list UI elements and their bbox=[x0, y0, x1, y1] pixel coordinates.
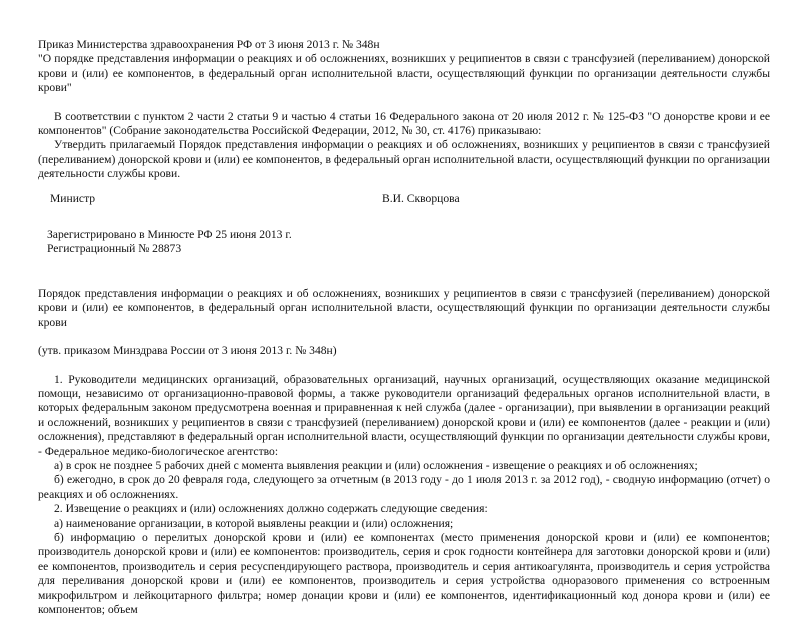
order-header-subtitle: "О порядке представления информации о реакциях и об осложнениях, возникших у реципиентов в связи с трансфузией (переливанием) донорской крови и (или) ее компонентов, в федеральный орган исполнительной власти, осуществляющий функции по организации деятельности службы крови" bbox=[38, 52, 770, 95]
clause-2: 2. Извещение о реакциях и (или) осложнениях должно содержать следующие сведения: bbox=[54, 502, 488, 516]
document-page bbox=[38, 38, 770, 617]
procedure-title: Порядок представления информации о реакциях и об осложнениях, возникших у реципиентов в связи с трансфузией (переливанием) донорской крови и (или) ее компонентов, в федеральный орган исполнительной власти, осуществляющий функции по организации деятельности службы крови bbox=[38, 286, 770, 329]
clause-2a: а) наименование организации, в которой выявлены реакции и (или) осложнения; bbox=[54, 516, 454, 530]
clause-1a: а) в срок не позднее 5 рабочих дней с момента выявления реакции и (или) осложнения - извещение о реакциях и об осложнениях; bbox=[54, 458, 698, 472]
registration-line-2: Регистрационный № 28873 bbox=[47, 242, 182, 256]
clause-2b: б) информацию о перелитых донорской крови и (или) ее компонентах (место применения донорской крови и (или) ее компонентов; производитель донорской крови и (или) ее компонентов: производитель, серия и срок годности контейнера для заготовки донорской крови и (или) ее компонентов, производитель и серия ресуспендирующего раствора, производитель и серия антикоагулянта, производитель и серия устройства для переливания донорской крови и (или) ее компонентов, производитель и серия устройства одноразового применения со встроенным микрофильтром и лейкоцитарного фильтра; номер донации крови и (или) ее компонентов, идентификационный код донора крови и (или) ее компонентов; объем bbox=[38, 530, 770, 616]
approved-by-note: (утв. приказом Минздрава России от 3 июня 2013 г. № 348н) bbox=[38, 344, 337, 358]
registration-block bbox=[38, 228, 770, 257]
clause-1: 1. Руководители медицинских организаций, образовательных организаций, научных организаций, осуществляющих оказание медицинской помощи, независимо от организационно-правовой формы, а также руководители организаций федеральных органов исполнительной власти, в которых федеральным законом предусмотрена военная и приравненная к ней служба (далее - организации), при выявлении в организации реакций и осложнений, возникших у реципиентов в связи с трансфузией (переливанием) донорской крови и (или) ее компонентов (далее - реакции и (или) осложнения), представляют в федеральный орган исполнительной власти, осуществляющий функции по организации деятельности службы крови, - Федеральное медико-биологическое агентство: bbox=[38, 372, 770, 458]
signature-block bbox=[38, 192, 770, 206]
clause-1b: б) ежегодно, в срок до 20 февраля года, следующего за отчетным (в 2013 году - до 1 июля 2013 г. за 2012 год), - сводную информацию (отчет) о реакциях и об осложнениях. bbox=[38, 473, 770, 501]
order-header-title: Приказ Министерства здравоохранения РФ от 3 июня 2013 г. № 348н bbox=[38, 38, 380, 51]
signature-name: В.И. Скворцова bbox=[382, 191, 460, 205]
preamble-basis: В соответствии с пунктом 2 части 2 статьи 9 и частью 4 статьи 16 Федерального закона от 20 июля 2012 г. № 125-ФЗ "О донорстве крови и ее компонентов" (Собрание законодательства Российской Федерации, 2012, № 30, ст. 4176) приказываю: bbox=[38, 109, 770, 138]
signature-position: Министр bbox=[50, 191, 96, 205]
preamble-approve: Утвердить прилагаемый Порядок представления информации о реакциях и об осложнениях, возникших у реципиентов в связи с трансфузией (переливанием) донорской крови и (или) ее компонентов, в федеральный орган исполнительной власти, осуществляющий функции по организации деятельности службы крови. bbox=[38, 138, 770, 181]
registration-line-1: Зарегистрировано в Минюсте РФ 25 июня 2013 г. bbox=[47, 228, 292, 242]
